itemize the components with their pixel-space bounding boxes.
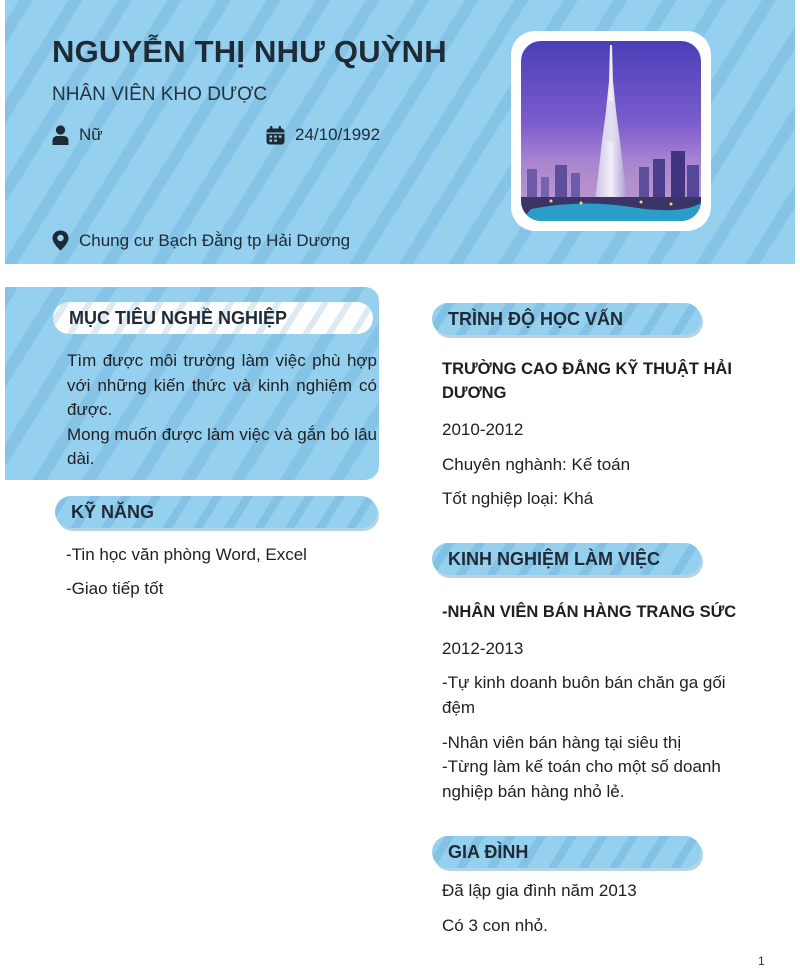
experience-item: -Tự kinh doanh buôn bán chăn ga gối đệm	[442, 673, 726, 717]
experience-item: -Nhân viên bán hàng tại siêu thị	[442, 733, 682, 752]
address-value: Chung cư Bạch Đằng tp Hải Dương	[79, 230, 351, 250]
family-item: Đã lập gia đình năm 2013	[442, 881, 637, 900]
job-title: NHÂN VIÊN KHO DƯỢC	[52, 84, 268, 105]
school-name: TRƯỜNG CAO ĐẲNG KỸ THUẬT HẢI DƯƠNG	[442, 360, 732, 402]
objective-heading	[53, 302, 373, 334]
header-banner	[5, 0, 795, 264]
experience-position: -NHÂN VIÊN BÁN HÀNG TRANG SỨC	[442, 603, 737, 621]
map-pin-icon	[52, 230, 69, 251]
profile-photo	[521, 41, 701, 221]
skills-heading-text: KỸ NĂNG	[71, 501, 155, 522]
page-number: 1	[758, 954, 765, 968]
experience-heading-text: KINH NGHIỆM LÀM VIỆC	[448, 548, 661, 569]
objective-heading-text: MỤC TIÊU NGHỀ NGHIỆP	[69, 307, 288, 328]
experience-period: 2012-2013	[442, 639, 524, 658]
candidate-name: NGUYỄN THỊ NHƯ QUỲNH	[52, 34, 447, 69]
education-grade: Tốt nghiệp loại: Khá	[442, 489, 594, 508]
education-period: 2010-2012	[442, 420, 524, 439]
gender-row	[52, 125, 103, 145]
birth-date-value: 24/10/1992	[295, 125, 381, 144]
gender-value: Nữ	[79, 125, 103, 144]
profile-photo-frame	[511, 31, 711, 231]
family-heading	[432, 836, 701, 868]
objective-text	[67, 349, 377, 472]
address-row	[52, 230, 350, 251]
education-heading-text: TRÌNH ĐỘ HỌC VẤN	[448, 308, 623, 329]
experience-heading	[432, 543, 701, 575]
education-heading	[432, 303, 701, 335]
experience-item: -Từng làm kế toán cho một số doanh nghiệp bán hàng nhỏ lẻ.	[442, 757, 721, 801]
objective-paragraph: Tìm được môi trường làm việc phù hợp với những kiến thức và kinh nghiệm có được.	[67, 351, 377, 419]
skill-item: -Giao tiếp tốt	[66, 579, 164, 598]
user-icon	[52, 125, 69, 145]
birth-date-row	[266, 125, 380, 145]
objective-paragraph: Mong muốn được làm việc và gắn bó lâu dài.	[67, 424, 377, 468]
calendar-icon	[266, 126, 285, 145]
skills-heading	[55, 496, 377, 528]
family-item: Có 3 con nhỏ.	[442, 916, 548, 935]
skill-item: -Tin học văn phòng Word, Excel	[66, 545, 307, 564]
education-major: Chuyên nghành: Kế toán	[442, 455, 631, 474]
family-heading-text: GIA ĐÌNH	[448, 841, 529, 862]
